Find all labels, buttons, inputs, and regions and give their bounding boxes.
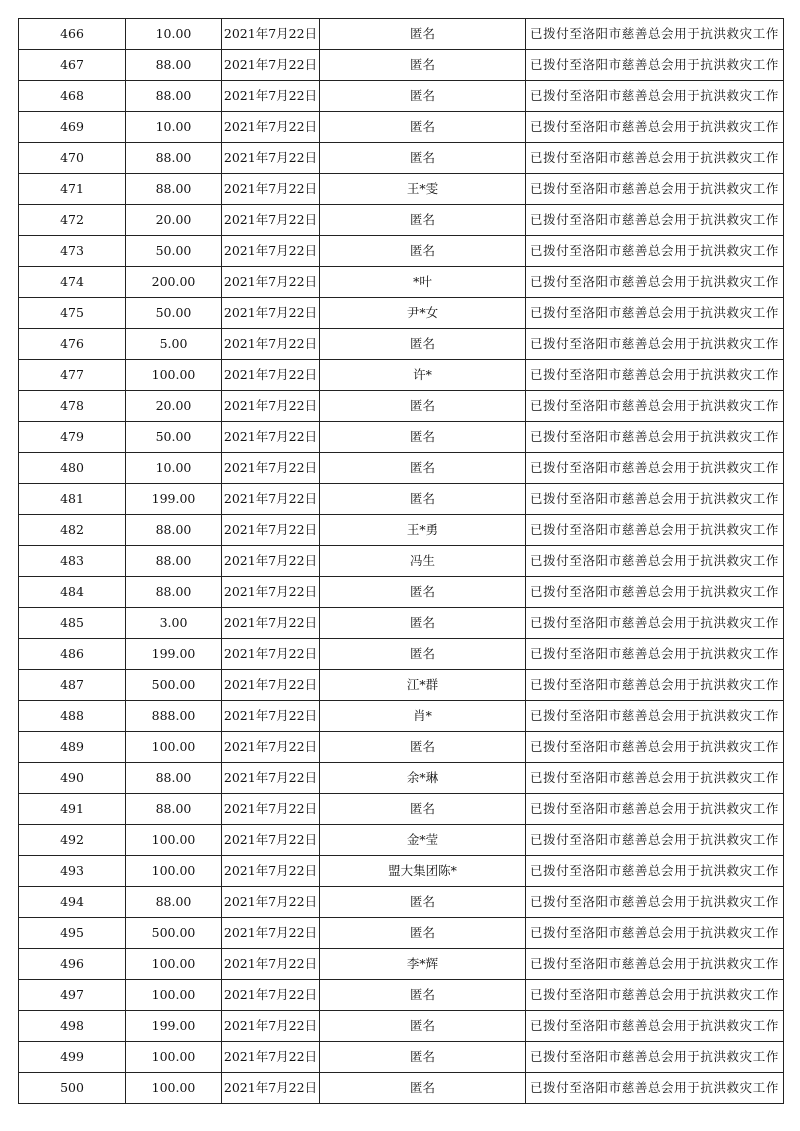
date-cell: 2021年7月22日 [222,205,320,236]
donor-name-cell: 匿名 [320,639,526,670]
amount-cell: 88.00 [126,50,222,81]
disbursement-note-cell: 已拨付至洛阳市慈善总会用于抗洪救灾工作 [526,546,784,577]
donor-name-cell: 匿名 [320,422,526,453]
table-row [19,422,784,453]
amount-cell: 10.00 [126,453,222,484]
date-cell: 2021年7月22日 [222,143,320,174]
disbursement-note-cell: 已拨付至洛阳市慈善总会用于抗洪救灾工作 [526,205,784,236]
disbursement-note-cell: 已拨付至洛阳市慈善总会用于抗洪救灾工作 [526,577,784,608]
date-cell: 2021年7月22日 [222,546,320,577]
serial-number-cell: 491 [19,794,126,825]
table-row [19,298,784,329]
amount-cell: 50.00 [126,298,222,329]
disbursement-note-cell: 已拨付至洛阳市慈善总会用于抗洪救灾工作 [526,763,784,794]
serial-number-cell: 475 [19,298,126,329]
disbursement-note-cell: 已拨付至洛阳市慈善总会用于抗洪救灾工作 [526,887,784,918]
donor-name-cell: 王*勇 [320,515,526,546]
serial-number-cell: 494 [19,887,126,918]
amount-cell: 500.00 [126,918,222,949]
donor-name-cell: 匿名 [320,1042,526,1073]
donor-name-cell: 江*群 [320,670,526,701]
serial-number-cell: 472 [19,205,126,236]
donor-name-cell: 肖* [320,701,526,732]
date-cell: 2021年7月22日 [222,81,320,112]
donor-name-cell: 匿名 [320,1073,526,1104]
serial-number-cell: 489 [19,732,126,763]
donor-name-cell: 匿名 [320,19,526,50]
serial-number-cell: 471 [19,174,126,205]
date-cell: 2021年7月22日 [222,608,320,639]
amount-cell: 88.00 [126,174,222,205]
table-row [19,205,784,236]
date-cell: 2021年7月22日 [222,1011,320,1042]
date-cell: 2021年7月22日 [222,50,320,81]
serial-number-cell: 495 [19,918,126,949]
disbursement-note-cell: 已拨付至洛阳市慈善总会用于抗洪救灾工作 [526,112,784,143]
serial-number-cell: 476 [19,329,126,360]
amount-cell: 100.00 [126,1073,222,1104]
disbursement-note-cell: 已拨付至洛阳市慈善总会用于抗洪救灾工作 [526,1073,784,1104]
serial-number-cell: 482 [19,515,126,546]
disbursement-note-cell: 已拨付至洛阳市慈善总会用于抗洪救灾工作 [526,391,784,422]
table-row [19,546,784,577]
amount-cell: 100.00 [126,1042,222,1073]
date-cell: 2021年7月22日 [222,763,320,794]
serial-number-cell: 493 [19,856,126,887]
serial-number-cell: 470 [19,143,126,174]
serial-number-cell: 481 [19,484,126,515]
amount-cell: 5.00 [126,329,222,360]
table-row [19,918,784,949]
disbursement-note-cell: 已拨付至洛阳市慈善总会用于抗洪救灾工作 [526,50,784,81]
table-row [19,19,784,50]
date-cell: 2021年7月22日 [222,639,320,670]
amount-cell: 50.00 [126,236,222,267]
table-row [19,825,784,856]
date-cell: 2021年7月22日 [222,732,320,763]
date-cell: 2021年7月22日 [222,422,320,453]
donor-name-cell: 盟大集团陈* [320,856,526,887]
date-cell: 2021年7月22日 [222,670,320,701]
date-cell: 2021年7月22日 [222,1042,320,1073]
donor-name-cell: 许* [320,360,526,391]
serial-number-cell: 479 [19,422,126,453]
disbursement-note-cell: 已拨付至洛阳市慈善总会用于抗洪救灾工作 [526,484,784,515]
amount-cell: 100.00 [126,856,222,887]
disbursement-note-cell: 已拨付至洛阳市慈善总会用于抗洪救灾工作 [526,825,784,856]
serial-number-cell: 478 [19,391,126,422]
table-row [19,856,784,887]
table-row [19,1073,784,1104]
amount-cell: 199.00 [126,484,222,515]
amount-cell: 20.00 [126,391,222,422]
amount-cell: 500.00 [126,670,222,701]
donor-name-cell: 匿名 [320,143,526,174]
table-row [19,887,784,918]
table-row [19,732,784,763]
amount-cell: 199.00 [126,639,222,670]
serial-number-cell: 485 [19,608,126,639]
serial-number-cell: 488 [19,701,126,732]
table-row [19,701,784,732]
table-row [19,484,784,515]
amount-cell: 88.00 [126,143,222,174]
donor-name-cell: 匿名 [320,608,526,639]
date-cell: 2021年7月22日 [222,174,320,205]
disbursement-note-cell: 已拨付至洛阳市慈善总会用于抗洪救灾工作 [526,453,784,484]
table-row [19,112,784,143]
donor-name-cell: 余*琳 [320,763,526,794]
table-row [19,143,784,174]
date-cell: 2021年7月22日 [222,267,320,298]
serial-number-cell: 484 [19,577,126,608]
date-cell: 2021年7月22日 [222,887,320,918]
table-row [19,50,784,81]
amount-cell: 10.00 [126,112,222,143]
date-cell: 2021年7月22日 [222,1073,320,1104]
serial-number-cell: 487 [19,670,126,701]
date-cell: 2021年7月22日 [222,794,320,825]
disbursement-note-cell: 已拨付至洛阳市慈善总会用于抗洪救灾工作 [526,949,784,980]
amount-cell: 88.00 [126,577,222,608]
donation-table-body [19,19,784,1104]
disbursement-note-cell: 已拨付至洛阳市慈善总会用于抗洪救灾工作 [526,267,784,298]
serial-number-cell: 490 [19,763,126,794]
donor-name-cell: 匿名 [320,484,526,515]
serial-number-cell: 492 [19,825,126,856]
disbursement-note-cell: 已拨付至洛阳市慈善总会用于抗洪救灾工作 [526,732,784,763]
date-cell: 2021年7月22日 [222,360,320,391]
table-row [19,329,784,360]
serial-number-cell: 497 [19,980,126,1011]
serial-number-cell: 474 [19,267,126,298]
serial-number-cell: 466 [19,19,126,50]
table-row [19,639,784,670]
amount-cell: 10.00 [126,19,222,50]
disbursement-note-cell: 已拨付至洛阳市慈善总会用于抗洪救灾工作 [526,515,784,546]
donor-name-cell: 匿名 [320,887,526,918]
disbursement-note-cell: 已拨付至洛阳市慈善总会用于抗洪救灾工作 [526,174,784,205]
donor-name-cell: 匿名 [320,1011,526,1042]
donor-name-cell: 匿名 [320,918,526,949]
date-cell: 2021年7月22日 [222,329,320,360]
date-cell: 2021年7月22日 [222,856,320,887]
table-row [19,453,784,484]
donor-name-cell: 匿名 [320,236,526,267]
donor-name-cell: 匿名 [320,205,526,236]
date-cell: 2021年7月22日 [222,701,320,732]
amount-cell: 100.00 [126,949,222,980]
date-cell: 2021年7月22日 [222,980,320,1011]
amount-cell: 888.00 [126,701,222,732]
disbursement-note-cell: 已拨付至洛阳市慈善总会用于抗洪救灾工作 [526,329,784,360]
disbursement-note-cell: 已拨付至洛阳市慈善总会用于抗洪救灾工作 [526,19,784,50]
disbursement-note-cell: 已拨付至洛阳市慈善总会用于抗洪救灾工作 [526,639,784,670]
table-row [19,763,784,794]
serial-number-cell: 498 [19,1011,126,1042]
amount-cell: 88.00 [126,546,222,577]
table-row [19,174,784,205]
amount-cell: 200.00 [126,267,222,298]
amount-cell: 88.00 [126,794,222,825]
donor-name-cell: 匿名 [320,980,526,1011]
donor-name-cell: 王*雯 [320,174,526,205]
amount-cell: 100.00 [126,825,222,856]
serial-number-cell: 499 [19,1042,126,1073]
date-cell: 2021年7月22日 [222,19,320,50]
table-row [19,670,784,701]
date-cell: 2021年7月22日 [222,577,320,608]
date-cell: 2021年7月22日 [222,453,320,484]
donor-name-cell: 匿名 [320,329,526,360]
disbursement-note-cell: 已拨付至洛阳市慈善总会用于抗洪救灾工作 [526,670,784,701]
serial-number-cell: 496 [19,949,126,980]
donation-table [18,18,784,1104]
disbursement-note-cell: 已拨付至洛阳市慈善总会用于抗洪救灾工作 [526,1011,784,1042]
amount-cell: 88.00 [126,763,222,794]
table-row [19,236,784,267]
table-row [19,577,784,608]
table-row [19,391,784,422]
table-row [19,360,784,391]
serial-number-cell: 480 [19,453,126,484]
donor-name-cell: 李*辉 [320,949,526,980]
disbursement-note-cell: 已拨付至洛阳市慈善总会用于抗洪救灾工作 [526,81,784,112]
amount-cell: 88.00 [126,81,222,112]
donor-name-cell: 金*莹 [320,825,526,856]
amount-cell: 100.00 [126,732,222,763]
amount-cell: 88.00 [126,515,222,546]
disbursement-note-cell: 已拨付至洛阳市慈善总会用于抗洪救灾工作 [526,422,784,453]
serial-number-cell: 477 [19,360,126,391]
table-row [19,794,784,825]
date-cell: 2021年7月22日 [222,236,320,267]
table-row [19,949,784,980]
disbursement-note-cell: 已拨付至洛阳市慈善总会用于抗洪救灾工作 [526,298,784,329]
serial-number-cell: 468 [19,81,126,112]
table-row [19,980,784,1011]
serial-number-cell: 467 [19,50,126,81]
date-cell: 2021年7月22日 [222,918,320,949]
table-row [19,81,784,112]
donor-name-cell: *叶 [320,267,526,298]
table-row [19,515,784,546]
donor-name-cell: 匿名 [320,391,526,422]
donor-name-cell: 匿名 [320,81,526,112]
date-cell: 2021年7月22日 [222,112,320,143]
donor-name-cell: 匿名 [320,577,526,608]
disbursement-note-cell: 已拨付至洛阳市慈善总会用于抗洪救灾工作 [526,608,784,639]
amount-cell: 100.00 [126,360,222,391]
table-row [19,1042,784,1073]
amount-cell: 50.00 [126,422,222,453]
amount-cell: 20.00 [126,205,222,236]
donor-name-cell: 匿名 [320,732,526,763]
donor-name-cell: 匿名 [320,453,526,484]
table-row [19,1011,784,1042]
table-row [19,267,784,298]
donor-name-cell: 冯生 [320,546,526,577]
serial-number-cell: 486 [19,639,126,670]
disbursement-note-cell: 已拨付至洛阳市慈善总会用于抗洪救灾工作 [526,794,784,825]
donor-name-cell: 匿名 [320,112,526,143]
date-cell: 2021年7月22日 [222,484,320,515]
disbursement-note-cell: 已拨付至洛阳市慈善总会用于抗洪救灾工作 [526,980,784,1011]
serial-number-cell: 473 [19,236,126,267]
amount-cell: 199.00 [126,1011,222,1042]
date-cell: 2021年7月22日 [222,298,320,329]
disbursement-note-cell: 已拨付至洛阳市慈善总会用于抗洪救灾工作 [526,236,784,267]
date-cell: 2021年7月22日 [222,949,320,980]
disbursement-note-cell: 已拨付至洛阳市慈善总会用于抗洪救灾工作 [526,360,784,391]
date-cell: 2021年7月22日 [222,825,320,856]
donor-name-cell: 匿名 [320,794,526,825]
table-row [19,608,784,639]
disbursement-note-cell: 已拨付至洛阳市慈善总会用于抗洪救灾工作 [526,856,784,887]
disbursement-note-cell: 已拨付至洛阳市慈善总会用于抗洪救灾工作 [526,1042,784,1073]
date-cell: 2021年7月22日 [222,391,320,422]
donor-name-cell: 匿名 [320,50,526,81]
disbursement-note-cell: 已拨付至洛阳市慈善总会用于抗洪救灾工作 [526,143,784,174]
disbursement-note-cell: 已拨付至洛阳市慈善总会用于抗洪救灾工作 [526,701,784,732]
amount-cell: 88.00 [126,887,222,918]
amount-cell: 100.00 [126,980,222,1011]
donor-name-cell: 尹*女 [320,298,526,329]
date-cell: 2021年7月22日 [222,515,320,546]
serial-number-cell: 483 [19,546,126,577]
amount-cell: 3.00 [126,608,222,639]
disbursement-note-cell: 已拨付至洛阳市慈善总会用于抗洪救灾工作 [526,918,784,949]
serial-number-cell: 469 [19,112,126,143]
serial-number-cell: 500 [19,1073,126,1104]
